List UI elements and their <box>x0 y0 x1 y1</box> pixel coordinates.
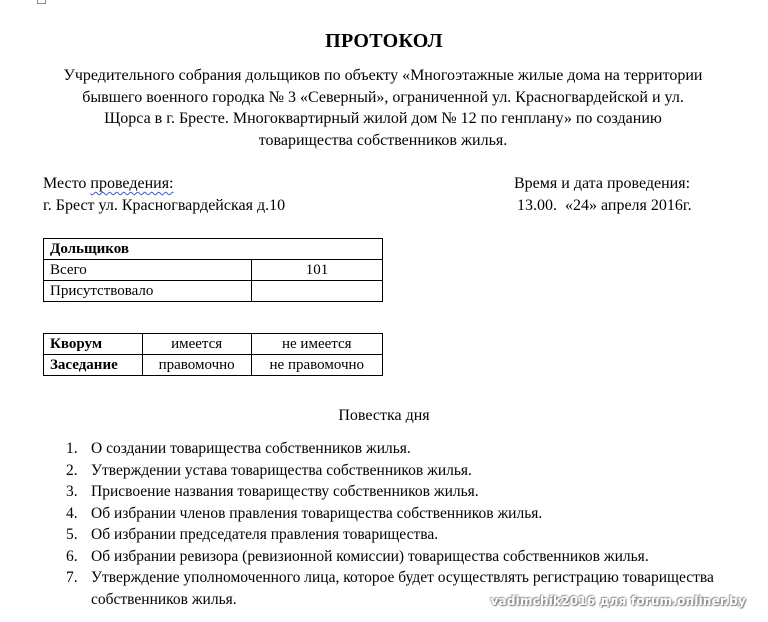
list-item-text: О создании товарищества собственников жилья. <box>91 440 411 457</box>
table-cell-value <box>252 281 383 302</box>
place-label-underlined: проведения: <box>90 175 174 192</box>
agenda-title: Повестка дня <box>338 407 430 424</box>
table-row <box>44 355 383 376</box>
list-item-number: 7. <box>66 569 78 586</box>
table-cell-value: имеется <box>142 334 251 355</box>
quorum-table <box>43 333 383 376</box>
list-item <box>66 481 746 503</box>
document-title: ПРОТОКОЛ <box>325 30 443 52</box>
table-cell-value: 101 <box>252 260 383 281</box>
place-value: г. Брест ул. Красногвардейская д.10 <box>43 197 286 214</box>
document-subtitle: Учредительного собрания дольщиков по объекту «Многоэтажные жилые дома на территории бывшего военного городка № 3 «Северный», ограниченной ул. Красногвардейской и ул. Щорса в г. Бресте. Многоквартирный жилой дом № 12 по генплану» по созданию товарищества собственников жилья. <box>63 67 703 149</box>
place-label <box>43 175 174 193</box>
table-cell-value: не имеется <box>251 334 382 355</box>
shareholders-header: Дольщиков <box>44 239 383 260</box>
list-item-number: 5. <box>66 526 78 543</box>
agenda-list <box>66 438 746 610</box>
time-value: 13.00. «24» апреля 2016г. <box>517 197 692 214</box>
list-item <box>66 460 746 482</box>
table-row <box>44 281 383 302</box>
list-item <box>66 503 746 525</box>
table-cell-label: Заседание <box>44 355 143 376</box>
table-cell-label: Всего <box>44 260 252 281</box>
table-cell-value: не правомочно <box>251 355 382 376</box>
list-item-text: Утверждение уполномоченного лица, которое будет осуществлять регистрацию товарищества собственников жилья. <box>91 569 714 608</box>
table-cell-label: Кворум <box>44 334 143 355</box>
table-cell-label: Присутствовало <box>44 281 252 302</box>
list-item-text: Об избрании ревизора (ревизионной комиссии) товарищества собственников жилья. <box>91 547 649 565</box>
list-item-text: Присвоение названия товариществу собственников жилья. <box>91 483 479 500</box>
table-row <box>44 239 383 260</box>
list-item-number: 2. <box>66 461 78 479</box>
page-corner-mark <box>37 0 46 4</box>
shareholders-table <box>43 238 383 302</box>
table-row <box>44 260 383 281</box>
list-item <box>66 546 746 568</box>
watermark: vadimchik2016 для forum.onliner.by <box>490 594 746 608</box>
place-label-prefix: Место <box>43 175 91 192</box>
table-cell-value: правомочно <box>142 355 251 376</box>
time-label: Время и дата проведения: <box>514 175 691 192</box>
list-item-number: 1. <box>66 440 78 457</box>
list-item-number: 6. <box>66 547 78 565</box>
list-item-text: Об избрании членов правления товарищества собственников жилья. <box>91 504 543 522</box>
list-item-text: Об избрании председателя правления товарищества. <box>91 526 439 543</box>
list-item <box>66 524 746 546</box>
list-item <box>66 438 746 460</box>
table-row <box>44 334 383 355</box>
list-item-number: 3. <box>66 483 78 500</box>
list-item-number: 4. <box>66 504 78 522</box>
list-item-text: Утверждении устава товарищества собственников жилья. <box>91 461 472 479</box>
